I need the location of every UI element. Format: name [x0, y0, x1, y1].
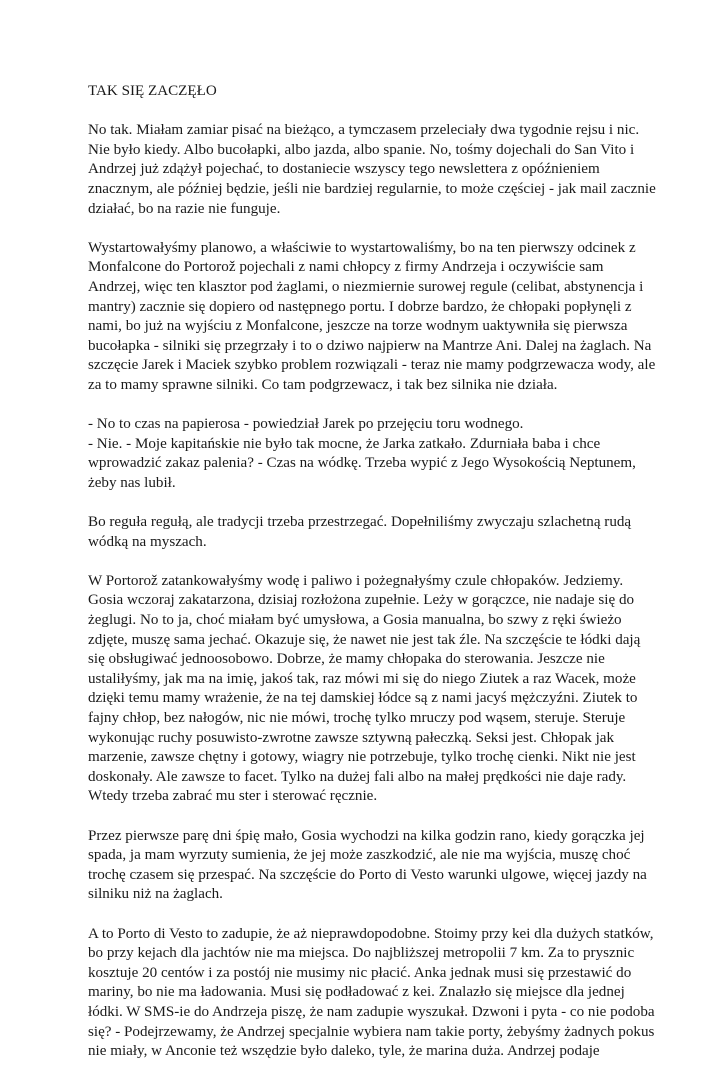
text-line: trochę czasem się przespać. Na szczęście do Porto di Vesto warunki ulgowe, więcej jazdy na	[88, 866, 647, 883]
paragraph	[88, 925, 655, 1062]
text-line: ustaliłyśmy, jak ma na imię, jakoś tak, raz mówi mi się do niego Ziutek a raz Wacek, może	[88, 670, 636, 687]
text-line: nie miały, w Anconie też wszędzie było daleko, tyle, że marina duża. Andrzej podaje	[88, 1043, 600, 1060]
text-line: Andrzej, więc ten klasztor pod żaglami, o niezmiernie surowej regule (celibat, abstynencja i	[88, 278, 644, 295]
paragraph	[88, 572, 641, 807]
text-line: się? - Podejrzewamy, że Andrzej specjalnie wybiera nam takie porty, żebyśmy żadnych pokus	[88, 1023, 655, 1040]
text-line: nami, bo już na wyjściu z Monfalcone, jeszcze na torze wodnym uaktywniła się pierwsza	[88, 318, 628, 335]
text-line: żeglugi. No to ja, choć miałam być umysłowa, a Gosia manualna, bo szwy z ręki świeżo	[88, 612, 622, 629]
text-line: Wystartowałyśmy planowo, a właściwie to wystartowaliśmy, bo na ten pierwszy odcinek z	[88, 239, 636, 256]
text-line: Bo reguła regułą, ale tradycji trzeba przestrzegać. Dopełniliśmy zwyczaju szlachetną rudą	[88, 514, 632, 531]
text-line: kosztuje 20 centów i za postój nie musimy nic płacić. Anka jednak musi się przestawić do	[88, 964, 632, 981]
text-line: mariny, bo nie ma ładowania. Musi się podładować z kei. Znalazło się miejsce dla jednej	[88, 984, 625, 1001]
text-line: znacznym, ale później będzie, jeśli nie bardziej regularnie, to może częściej - jak mail zacznie	[88, 180, 656, 197]
text-line: Andrzej już zdążył pojechać, to dostaniecie wszyscy tego newslettera z opóźnieniem	[88, 161, 600, 178]
text-line: No tak. Miałam zamiar pisać na bieżąco, a tymczasem przeleciały dwa tygodnie rejsu i nic.	[88, 122, 640, 139]
text-line: - Nie. - Moje kapitańskie nie było tak mocne, że Jarka zatkało. Zdurniała baba i chce	[88, 435, 601, 452]
text-line: bo przy kejach dla jachtów nie ma miejsca. Do najbliższej metropolii 7 km. Za to prysznic	[88, 945, 635, 962]
text-line: żeby nas lubił.	[88, 474, 176, 491]
text-line: doskonały. Ale zawsze to facet. Tylko na dużej fali albo na małej prędkości nie daje rady.	[88, 768, 627, 785]
text-line: A to Porto di Vesto to zadupie, że aż nieprawdopodobne. Stoimy przy kei dla dużych statków,	[88, 925, 654, 942]
text-line: - No to czas na papierosa - powiedział Jarek po przejęciu toru wodnego.	[88, 416, 524, 433]
paragraph	[88, 827, 647, 905]
paragraph	[88, 239, 656, 396]
text-line: wykonując ruchy posuwisto-zwrotne zawsze sztywną pałeczką. Seksi jest. Chłopak jak	[88, 729, 615, 746]
text-line: marzenie, zawsze chętny i gotowy, wiagry nie potrzebuje, tylko trochę cienki. Nikt nie jest	[88, 749, 636, 766]
paragraph	[88, 415, 636, 493]
paragraph	[88, 513, 636, 552]
document-page	[88, 82, 656, 1081]
document-body	[88, 121, 656, 1062]
text-line: wódką na myszach.	[88, 533, 207, 550]
text-line: za to mamy sprawne silniki. Co tam podgrzewacz, i tak bez silnika nie działa.	[88, 376, 558, 393]
text-line: szczęcie Jarek i Maciek szybko problem rozwiązali - teraz nie mamy podgrzewacza wody, ale	[88, 357, 656, 374]
text-line: Nie było kiedy. Albo bucołapki, albo jazda, albo spanie. No, tośmy dojechali do San Vito i	[88, 141, 635, 158]
text-line: wprowadzić zakaz palenia? - Czas na wódkę. Trzeba wypić z Jego Wysokością Neptunem,	[88, 455, 636, 472]
document-title: TAK SIĘ ZACZĘŁO	[88, 83, 217, 99]
text-line: działać, bo na razie nie funguje.	[88, 200, 281, 217]
text-line: W Portorož zatankowałyśmy wodę i paliwo i pożegnałyśmy czule chłopaków. Jedziemy.	[88, 572, 624, 589]
text-line: łódki. W SMS-ie do Andrzeja piszę, że nam zadupie wyszukał. Dzwoni i pyta - co nie podoba	[88, 1003, 655, 1020]
text-line: Wtedy trzeba zabrać mu ster i sterować ręcznie.	[88, 788, 378, 805]
text-line: Przez pierwsze parę dni śpię mało, Gosia wychodzi na kilka godzin rano, kiedy gorączka jej	[88, 827, 645, 844]
text-line: bucołapka - silniki się przegrzały i to o dziwo najpierw na Mantrze Ani. Dalej na żaglach. Na	[88, 337, 652, 354]
paragraph	[88, 121, 656, 219]
text-line: się obsługiwać jednoosobowo. Dobrze, że mamy chłopaka do sterowania. Jeszcze nie	[88, 651, 605, 668]
text-line: spada, ja mam wyrzuty sumienia, że jej może zaszkodzić, ale nie ma wyjścia, muszę choć	[88, 847, 631, 864]
text-line: fajny chłop, bez nałogów, nic nie mówi, trochę tylko mruczy pod wąsem, steruje. Steruje	[88, 710, 626, 726]
text-line: dzięki temu mamy wrażenie, że na tej damskiej łódce są z nami jacyś mężczyźni. Ziutek to	[88, 690, 638, 707]
text-line: silniku niż na żaglach.	[88, 886, 223, 903]
text-line: zdjęte, muszę sama jechać. Okazuje się, że nawet nie jest tak źle. Na szczęście te łódki dają	[88, 631, 641, 648]
text-line: Monfalcone do Portorož pojechali z nami chłopcy z firmy Andrzeja i oczywiście sam	[88, 259, 604, 276]
text-line: Gosia wczoraj zakatarzona, dzisiaj rozłożona zupełnie. Leży w gorączce, nie nadaje się do	[88, 592, 635, 609]
text-line: mantry) zacznie się dopiero od następnego portu. I dobrze bardzo, że chłopaki popłynęli z	[88, 298, 632, 315]
